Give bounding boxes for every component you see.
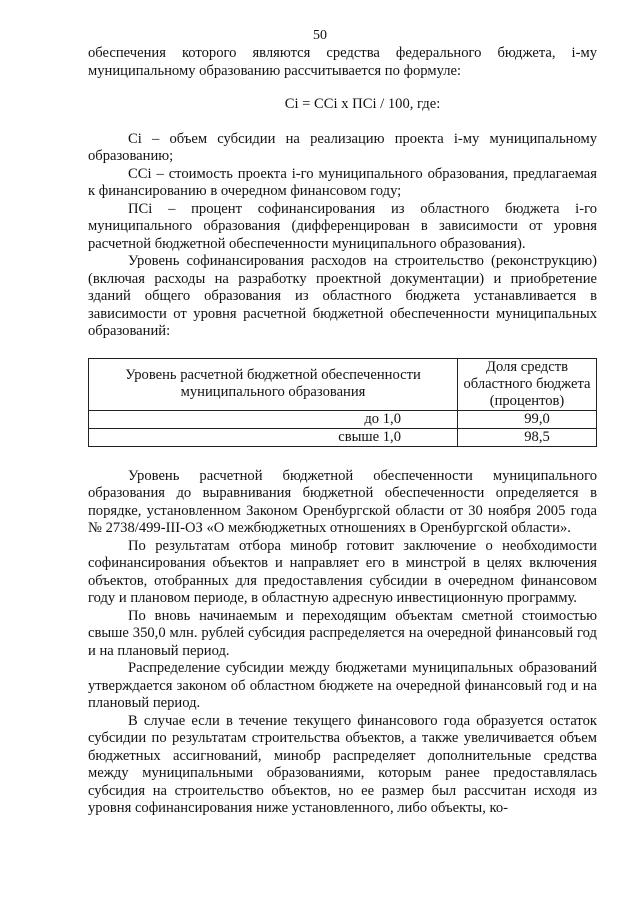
paragraph-remainder: В случае если в течение текущего финансового года образуется остаток субсидии по результатам строительства объектов, а также увеличивается объем бюджетных ассигнований, минобр распределяет дополнительные средства между муниципальными образованиями, которым ранее предоставлялась субсидия на строительство объектов, но ее размер был рассчитан исходя из уровня софинансирования ниже установленного, либо объекты, ко- xyxy=(88,712,597,816)
table-header-cell: Доля средств областного бюджета (процентов) xyxy=(458,358,597,410)
paragraph-new-objects: По вновь начинаемым и переходящим объектам сметной стоимостью свыше 350,0 млн. рублей субсидия распределяется на очередной финансовый год и на плановый период. xyxy=(88,607,597,659)
paragraph-budget-level: Уровень расчетной бюджетной обеспеченности муниципального образования до выравнивания бюджетной обеспеченности определяется в порядке, установленном Законом Оренбургской области от 30 ноября 2005 года № 2738/499-III-ОЗ «О межбюджетных отношениях в Оренбургской области». xyxy=(88,467,597,536)
paragraph-intro: обеспечения которого являются средства федерального бюджета, i-му муниципальному образованию рассчитывается по формуле: xyxy=(88,45,597,79)
table-header-cell: Уровень расчетной бюджетной обеспеченности муниципального образования xyxy=(89,358,458,410)
table-cell-share: 99,0 xyxy=(458,410,597,428)
table-header-row xyxy=(89,358,597,410)
definition-cci: CCi – стоимость проекта i-го муниципального образования, предлагаемая к финансированию в очередном финансовом году; xyxy=(88,165,597,199)
formula: Ci = CCi x ПCi / 100, где: xyxy=(284,96,441,112)
table-cell-level: до 1,0 xyxy=(89,410,458,428)
table-row xyxy=(89,428,597,446)
table-cell-level: свыше 1,0 xyxy=(89,428,458,446)
page-number: 50 xyxy=(313,28,327,43)
table-cell-share: 98,5 xyxy=(458,428,597,446)
paragraph-selection-results: По результатам отбора минобр готовит заключение о необходимости софинансирования объектов и направляет его в минстрой в целях включения объектов, отобранных для предоставления субсидии в очередном финансовом году и плановом периоде, в областную адресную инвестиционную программу. xyxy=(88,537,597,606)
page-content xyxy=(88,45,597,818)
definition-pci: ПCi – процент софинансирования из областного бюджета i-го муниципального образования (дифференцирован в зависимости от уровня расчетной бюджетной обеспеченности муниципального образования). xyxy=(88,200,597,252)
table-row xyxy=(89,410,597,428)
paragraph-cofinancing-level: Уровень софинансирования расходов на строительство (реконструкцию) (включая расходы на разработку проектной документации) и приобретение зданий общего образования из областного бюджета устанавливается в зависимости от уровня расчетной бюджетной обеспеченности муниципальных образований: xyxy=(88,253,597,339)
cofinancing-table xyxy=(88,358,597,447)
paragraph-distribution: Распределение субсидии между бюджетами муниципальных образований утверждается законом об областном бюджете на очередной финансовый год и на плановый период. xyxy=(88,660,597,711)
definition-ci: Ci – объем субсидии на реализацию проекта i-му муниципальному образованию; xyxy=(88,130,597,164)
